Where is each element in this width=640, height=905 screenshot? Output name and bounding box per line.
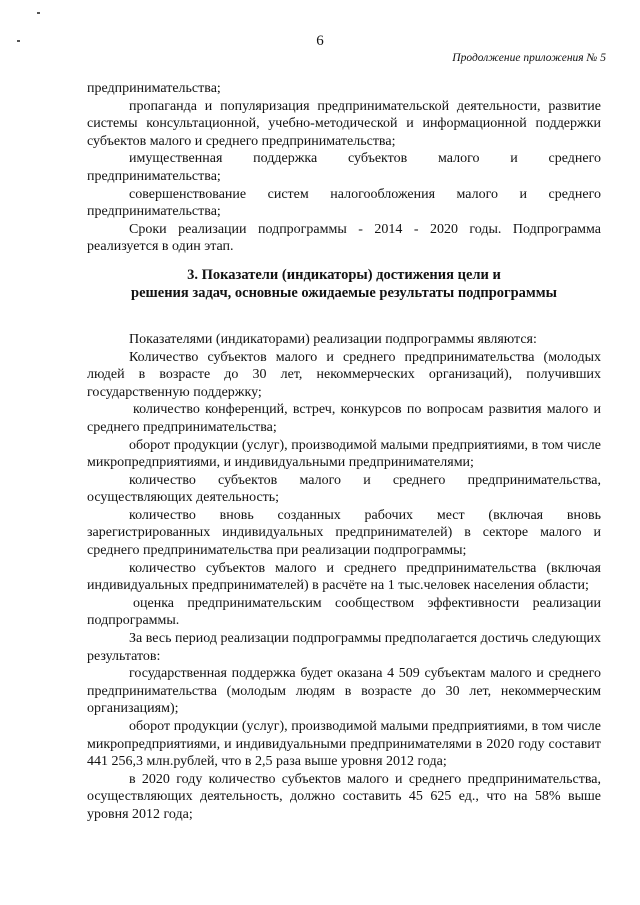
page-number: 6 xyxy=(316,33,324,49)
section-heading-line: решения задач, основные ожидаемые результаты подпрограммы xyxy=(131,285,557,302)
paragraph: государственная поддержка будет оказана 4 509 субъектам малого и среднего предпринимательства (молодым людям в возрасте до 30 лет, некоммерческим организациям); xyxy=(87,666,601,717)
paragraph: За весь период реализации подпрограммы предполагается достичь следующих результатов: xyxy=(87,631,601,664)
paragraph: количество субъектов малого и среднего предпринимательства (включая индивидуальных предпринимателей) в расчёте на 1 тыс.человек населения области; xyxy=(87,560,601,594)
paragraph: Количество субъектов малого и среднего предпринимательства (молодых людей в возрасте до 30 лет, некоммерческих организаций), получивших государственную поддержку; xyxy=(87,349,601,400)
paragraph: оценка предпринимательским сообществом эффективности реализации подпрограммы. xyxy=(87,595,601,629)
section-heading-line: 3. Показатели (индикаторы) достижения цели и xyxy=(187,266,501,283)
paragraph: совершенствование систем налогообложения малого и среднего предпринимательства; xyxy=(87,186,601,220)
running-header: Продолжение приложения № 5 xyxy=(452,52,606,64)
paragraph: пропаганда и популяризация предпринимательской деятельности, развитие системы консультационной, учебно-методической и информационной поддержки субъектов малого и среднего предпринимательства; xyxy=(87,98,601,149)
paragraph: оборот продукции (услуг), производимой малыми предприятиями, в том числе микропредприятиями, и индивидуальными предпринимателями в 2020 году составит 441 256,3 млн.рублей, что в 2,5 раза выше уровня 2012 года; xyxy=(87,719,601,770)
paragraph: оборот продукции (услуг), производимой малыми предприятиями, в том числе микропредприятиями, и индивидуальными предпринимателями; xyxy=(87,437,601,471)
paragraph: Сроки реализации подпрограммы - 2014 - 2020 годы. Подпрограмма реализуется в один этап. xyxy=(87,221,601,255)
scan-speck xyxy=(37,12,40,14)
section-heading xyxy=(87,266,601,303)
paragraph: количество субъектов малого и среднего предпринимательства, осуществляющих деятельность; xyxy=(87,472,601,506)
paragraph: в 2020 году количество субъектов малого и среднего предпринимательства, осуществляющих деятельность, должно составить 45 625 ед., что на 58% выше уровня 2012 года; xyxy=(87,771,601,822)
paragraph: Показателями (индикаторами) реализации подпрограммы являются: xyxy=(129,331,537,347)
paragraph: количество вновь созданных рабочих мест (включая вновь зарегистрированных индивидуальных предпринимателей) в секторе малого и среднего предпринимательства при реализации подпрограммы; xyxy=(87,507,601,559)
paragraph: количество конференций, встреч, конкурсов по вопросам развития малого и среднего предпринимательства; xyxy=(87,402,601,435)
paragraph: предпринимательства; xyxy=(87,81,221,96)
document-body xyxy=(87,80,601,824)
paragraph: имущественная поддержка субъектов малого и среднего предпринимательства; xyxy=(87,151,601,184)
